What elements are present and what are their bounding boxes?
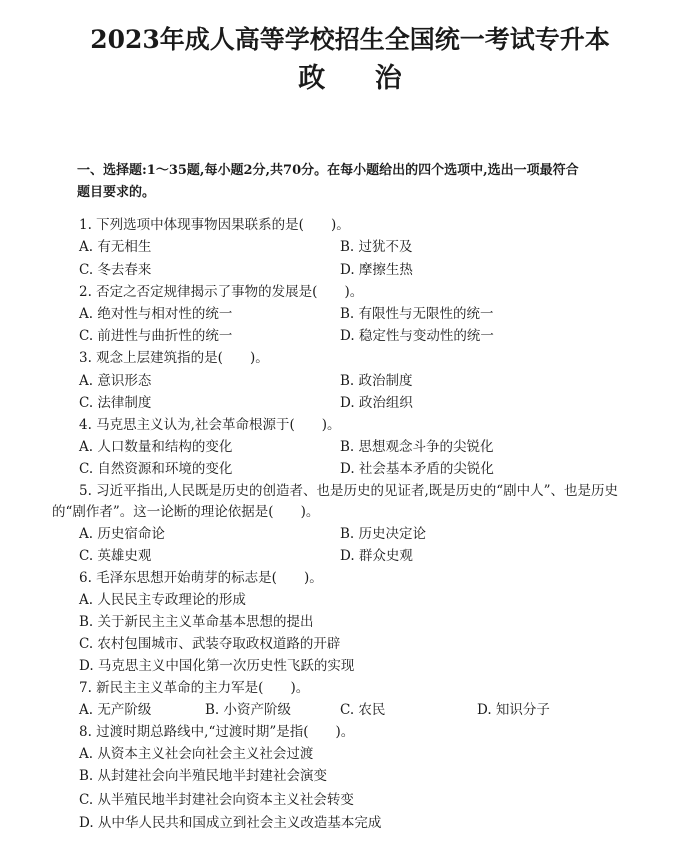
question-4-option-a: A. 人口数量和结构的变化 xyxy=(79,439,233,455)
question-2-stem: 2. 否定之否定规律揭示了事物的发展是( )。 xyxy=(79,284,364,300)
question-7-option-c: C. 农民 xyxy=(340,702,386,718)
question-2-option-c: C. 前进性与曲折性的统一 xyxy=(79,328,233,344)
question-4-option-c: C. 自然资源和环境的变化 xyxy=(79,461,233,477)
question-1-option-c: C. 冬去春来 xyxy=(79,262,152,278)
question-2-option-b: B. 有限性与无限性的统一 xyxy=(340,306,494,322)
question-7-option-b: B. 小资产阶级 xyxy=(205,702,292,718)
question-7-stem: 7. 新民主主义革命的主力军是( )。 xyxy=(79,680,310,696)
question-1-option-a: A. 有无相生 xyxy=(79,239,152,255)
question-8-option-a: A. 从资本主义社会向社会主义社会过渡 xyxy=(79,746,314,762)
question-5-stem: 5. 习近平指出,人民既是历史的创造者、也是历史的见证者,既是历史的“剧中人”、也是历史 xyxy=(79,483,619,499)
question-1-option-b: B. 过犹不及 xyxy=(340,239,413,255)
question-1-option-d: D. 摩擦生热 xyxy=(340,262,413,278)
question-5-stem-cont: 的“剧作者”。这一论断的理论依据是( )。 xyxy=(52,504,320,520)
question-4-option-b: B. 思想观念斗争的尖锐化 xyxy=(340,439,494,455)
question-3-option-a: A. 意识形态 xyxy=(79,373,152,389)
section-instructions-cont: 题目要求的。 xyxy=(77,185,156,200)
question-7-option-d: D. 知识分子 xyxy=(477,702,550,718)
question-5-option-a: A. 历史宿命论 xyxy=(79,526,165,542)
question-5-option-c: C. 英雄史观 xyxy=(79,548,152,564)
question-6-option-c: C. 农村包围城市、武装夺取政权道路的开辟 xyxy=(79,636,341,652)
question-4-option-d: D. 社会基本矛盾的尖锐化 xyxy=(340,461,494,477)
question-6-stem: 6. 毛泽东思想开始萌芽的标志是( )。 xyxy=(79,570,323,586)
question-2-option-a: A. 绝对性与相对性的统一 xyxy=(79,306,233,322)
question-8-stem: 8. 过渡时期总路线中,“过渡时期”是指( )。 xyxy=(79,724,355,740)
question-3-option-c: C. 法律制度 xyxy=(79,395,152,411)
question-7-option-a: A. 无产阶级 xyxy=(79,702,152,718)
question-3-option-b: B. 政治制度 xyxy=(340,373,413,389)
question-8-option-b: B. 从封建社会向半殖民地半封建社会演变 xyxy=(79,768,328,784)
question-5-option-b: B. 历史决定论 xyxy=(340,526,427,542)
question-3-option-d: D. 政治组织 xyxy=(340,395,413,411)
question-8-option-c: C. 从半殖民地半封建社会向资本主义社会转变 xyxy=(79,792,354,808)
section-instructions: 一、选择题:1～35题,每小题2分,共70分。在每小题给出的四个选项中,选出一项最符合 xyxy=(77,163,579,178)
question-1-stem: 1. 下列选项中体现事物因果联系的是( )。 xyxy=(79,217,350,233)
question-2-option-d: D. 稳定性与变动性的统一 xyxy=(340,328,494,344)
question-5-option-d: D. 群众史观 xyxy=(340,548,413,564)
exam-title: 2023年成人高等学校招生全国统一考试专升本 xyxy=(90,25,610,54)
question-6-option-a: A. 人民民主专政理论的形成 xyxy=(79,592,246,608)
question-6-option-b: B. 关于新民主主义革命基本思想的提出 xyxy=(79,614,314,630)
question-6-option-d: D. 马克思主义中国化第一次历史性飞跃的实现 xyxy=(79,658,355,674)
question-8-option-d: D. 从中华人民共和国成立到社会主义改造基本完成 xyxy=(79,815,382,831)
subject-title: 政 治 xyxy=(298,63,422,94)
question-3-stem: 3. 观念上层建筑指的是( )。 xyxy=(79,350,269,366)
question-4-stem: 4. 马克思主义认为,社会革命根源于( )。 xyxy=(79,417,341,433)
